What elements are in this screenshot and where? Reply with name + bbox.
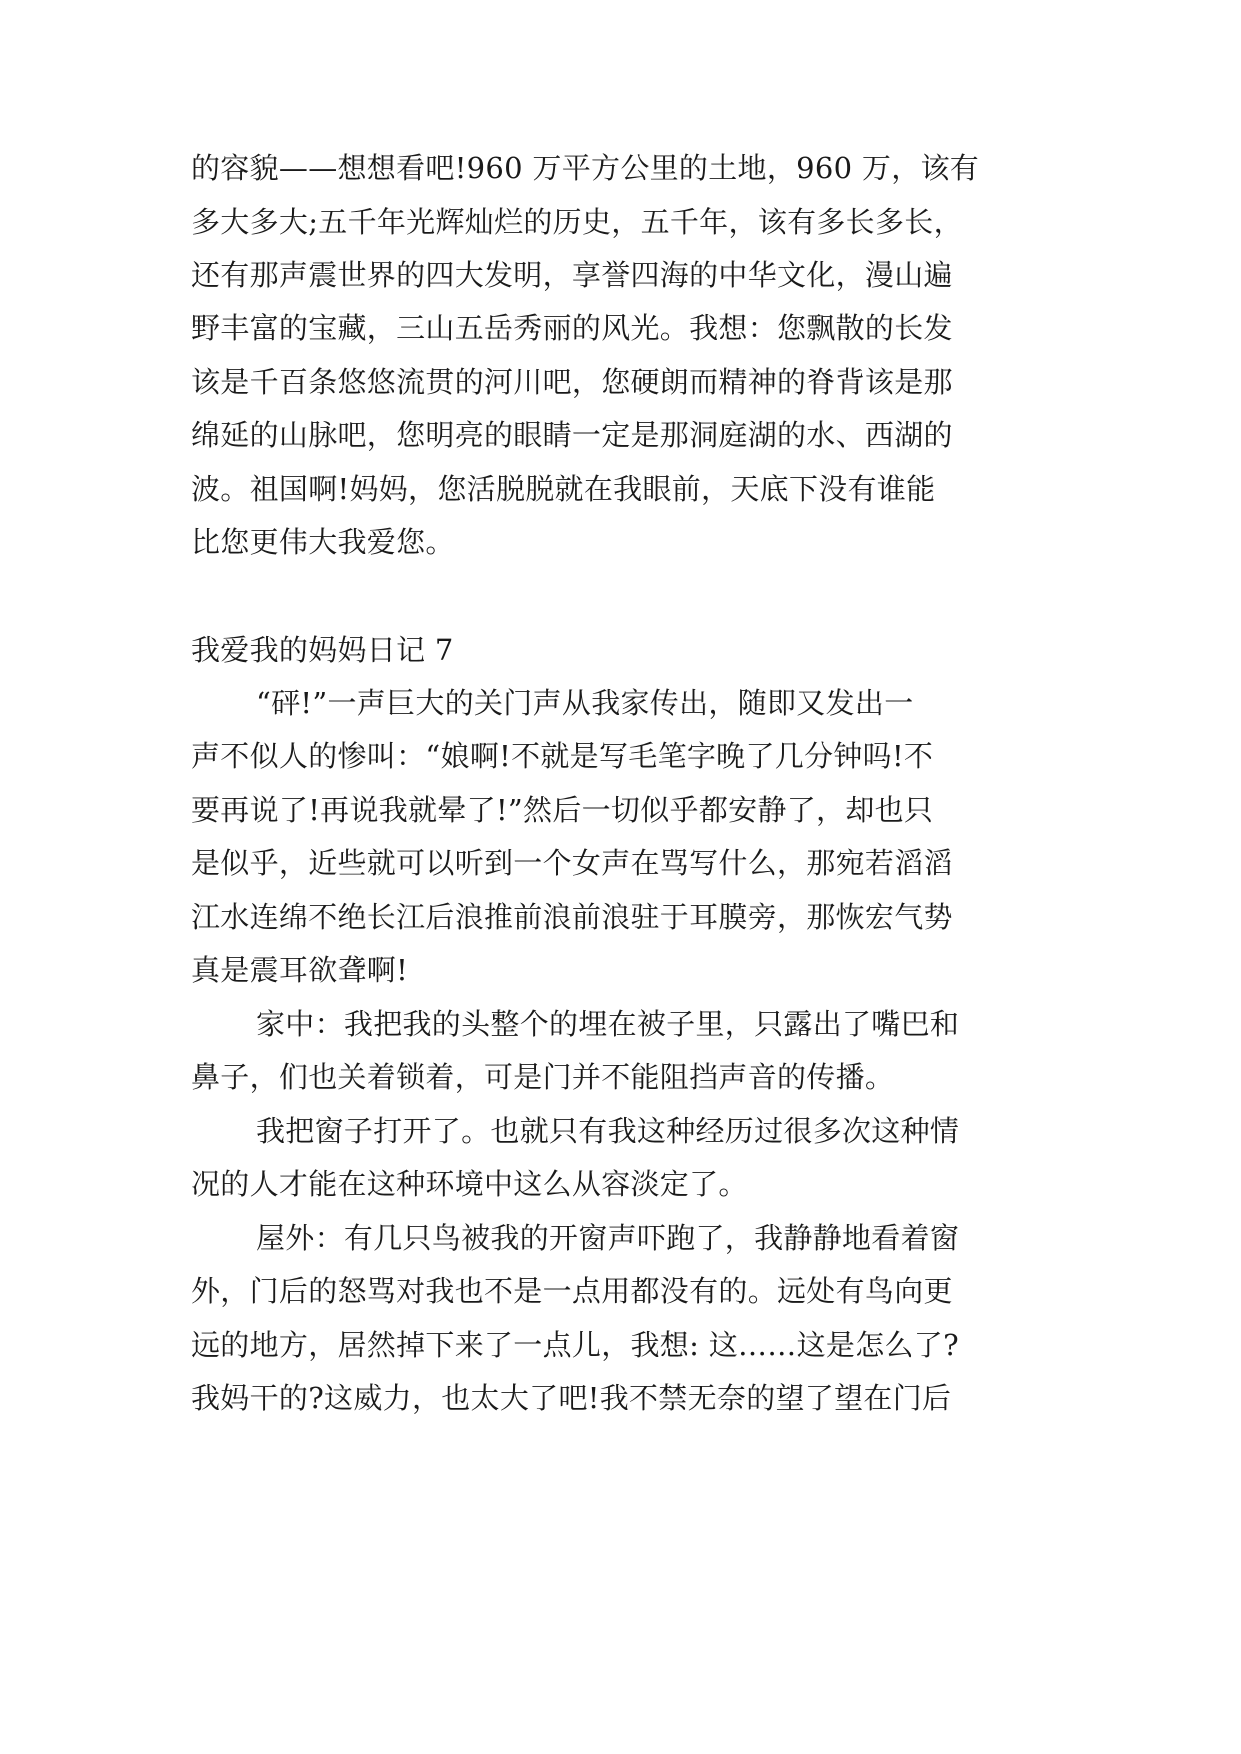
text-line: 的容貌——想想看吧!960 万平方公里的土地，960 万，该有: [191, 151, 980, 185]
text-line: 该是千百条悠悠流贯的河川吧，您硬朗而精神的脊背该是那: [191, 365, 953, 399]
text-line: 外，门后的怒骂对我也不是一点用都没有的。远处有鸟向更: [191, 1274, 953, 1308]
text-line: 江水连绵不绝长江后浪推前浪前浪驻于耳膜旁，那恢宏气势: [191, 900, 953, 934]
text-line: 多大多大;五千年光辉灿烂的历史，五千年，该有多长多长，: [191, 205, 963, 239]
text-line: 真是震耳欲聋啊!: [191, 953, 409, 987]
text-line: 家中：我把我的头整个的埋在被子里，只露出了嘴巴和: [256, 1007, 960, 1041]
text-line: 声不似人的惨叫：“娘啊!不就是写毛笔字晚了几分钟吗!不: [191, 739, 934, 773]
text-line: 是似乎，近些就可以听到一个女声在骂写什么，那宛若滔滔: [191, 846, 953, 880]
text-line: 绵延的山脉吧，您明亮的眼睛一定是那洞庭湖的水、西湖的: [191, 418, 953, 452]
text-line: 比您更伟大我爱您。: [191, 525, 455, 559]
text-line: 还有那声震世界的四大发明，享誉四海的中华文化，漫山遍: [191, 258, 953, 292]
text-line: 屋外：有几只鸟被我的开窗声吓跑了，我静静地看着窗: [256, 1221, 960, 1255]
text-line: 野丰富的宝藏，三山五岳秀丽的风光。我想：您飘散的长发: [191, 311, 953, 345]
text-line: 远的地方，居然掉下来了一点儿，我想: 这……这是怎么了?: [191, 1328, 959, 1362]
text-line: 要再说了!再说我就晕了!”然后一切似乎都安静了，却也只: [191, 793, 934, 827]
text-line: 鼻子，们也关着锁着，可是门并不能阻挡声音的传播。: [191, 1060, 895, 1094]
section-title: 我爱我的妈妈日记 7: [191, 633, 454, 667]
text-line: “砰!”一声巨大的关门声从我家传出，随即又发出一: [256, 686, 914, 720]
text-line: 我妈干的?这威力，也太大了吧!我不禁无奈的望了望在门后: [191, 1381, 952, 1415]
text-line: 我把窗子打开了。也就只有我这种经历过很多次这种情: [256, 1114, 960, 1148]
text-line: 况的人才能在这种环境中这么从容淡定了。: [191, 1167, 748, 1201]
text-line: 波。祖国啊!妈妈，您活脱脱就在我眼前，天底下没有谁能: [191, 472, 936, 506]
